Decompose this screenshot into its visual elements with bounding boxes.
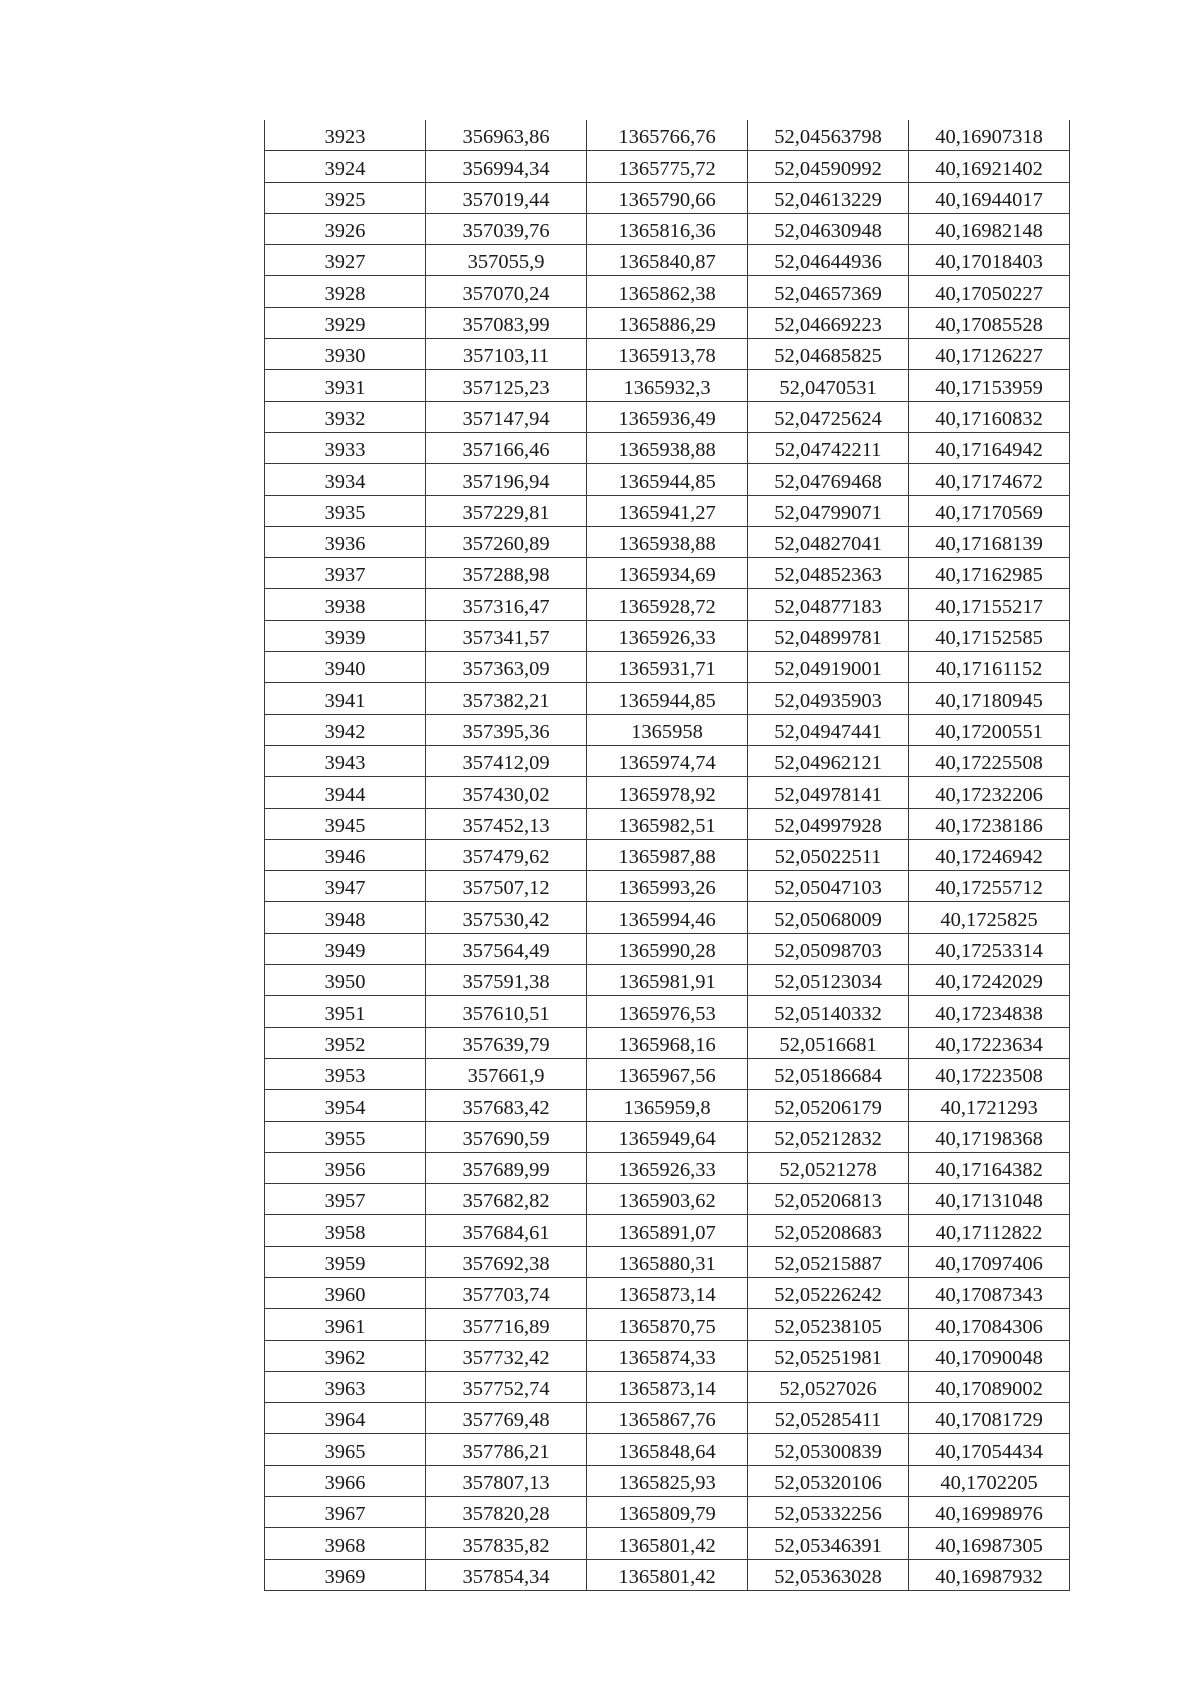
x-coordinate-cell: 357661,9: [426, 1058, 587, 1089]
latitude-cell: 52,05320106: [748, 1465, 909, 1496]
longitude-cell: 40,17200551: [909, 714, 1070, 745]
table-row: [265, 370, 1070, 401]
longitude-cell: 40,17152585: [909, 620, 1070, 651]
point-number-cell: 3944: [265, 777, 426, 808]
y-coordinate-cell: 1365903,62: [587, 1184, 748, 1215]
longitude-cell: 40,17246942: [909, 839, 1070, 870]
table-row: [265, 1309, 1070, 1340]
coordinates-table: [264, 120, 1070, 1591]
point-number-cell: 3937: [265, 558, 426, 589]
y-coordinate-cell: 1365958: [587, 714, 748, 745]
y-coordinate-cell: 1365944,85: [587, 683, 748, 714]
table-row: [265, 620, 1070, 651]
latitude-cell: 52,04590992: [748, 151, 909, 182]
longitude-cell: 40,17170569: [909, 495, 1070, 526]
x-coordinate-cell: 357363,09: [426, 652, 587, 683]
table-row: [265, 401, 1070, 432]
x-coordinate-cell: 357341,57: [426, 620, 587, 651]
latitude-cell: 52,05363028: [748, 1559, 909, 1590]
latitude-cell: 52,04852363: [748, 558, 909, 589]
latitude-cell: 52,04657369: [748, 276, 909, 307]
x-coordinate-cell: 357055,9: [426, 245, 587, 276]
y-coordinate-cell: 1365886,29: [587, 307, 748, 338]
point-number-cell: 3956: [265, 1152, 426, 1183]
point-number-cell: 3962: [265, 1340, 426, 1371]
table-row: [265, 151, 1070, 182]
table-row: [265, 1090, 1070, 1121]
latitude-cell: 52,05206179: [748, 1090, 909, 1121]
table-row: [265, 902, 1070, 933]
latitude-cell: 52,05206813: [748, 1184, 909, 1215]
point-number-cell: 3959: [265, 1246, 426, 1277]
y-coordinate-cell: 1365934,69: [587, 558, 748, 589]
point-number-cell: 3931: [265, 370, 426, 401]
x-coordinate-cell: 357019,44: [426, 182, 587, 213]
longitude-cell: 40,17089002: [909, 1371, 1070, 1402]
y-coordinate-cell: 1365938,88: [587, 526, 748, 557]
x-coordinate-cell: 357166,46: [426, 432, 587, 463]
longitude-cell: 40,17234838: [909, 996, 1070, 1027]
longitude-cell: 40,17238186: [909, 808, 1070, 839]
table-row: [265, 1121, 1070, 1152]
longitude-cell: 40,17223634: [909, 1027, 1070, 1058]
y-coordinate-cell: 1365891,07: [587, 1215, 748, 1246]
longitude-cell: 40,17255712: [909, 871, 1070, 902]
y-coordinate-cell: 1365809,79: [587, 1497, 748, 1528]
longitude-cell: 40,1725825: [909, 902, 1070, 933]
x-coordinate-cell: 357683,42: [426, 1090, 587, 1121]
table-row: [265, 495, 1070, 526]
x-coordinate-cell: 357316,47: [426, 589, 587, 620]
table-row: [265, 213, 1070, 244]
x-coordinate-cell: 357682,82: [426, 1184, 587, 1215]
x-coordinate-cell: 357703,74: [426, 1277, 587, 1308]
y-coordinate-cell: 1365932,3: [587, 370, 748, 401]
point-number-cell: 3951: [265, 996, 426, 1027]
table-row: [265, 1559, 1070, 1590]
x-coordinate-cell: 357395,36: [426, 714, 587, 745]
y-coordinate-cell: 1365913,78: [587, 339, 748, 370]
table-row: [265, 464, 1070, 495]
y-coordinate-cell: 1365862,38: [587, 276, 748, 307]
y-coordinate-cell: 1365790,66: [587, 182, 748, 213]
y-coordinate-cell: 1365867,76: [587, 1403, 748, 1434]
point-number-cell: 3934: [265, 464, 426, 495]
y-coordinate-cell: 1365994,46: [587, 902, 748, 933]
x-coordinate-cell: 357716,89: [426, 1309, 587, 1340]
table-row: [265, 1058, 1070, 1089]
latitude-cell: 52,05212832: [748, 1121, 909, 1152]
point-number-cell: 3960: [265, 1277, 426, 1308]
x-coordinate-cell: 357854,34: [426, 1559, 587, 1590]
y-coordinate-cell: 1365968,16: [587, 1027, 748, 1058]
longitude-cell: 40,16944017: [909, 182, 1070, 213]
y-coordinate-cell: 1365801,42: [587, 1528, 748, 1559]
y-coordinate-cell: 1365825,93: [587, 1465, 748, 1496]
point-number-cell: 3946: [265, 839, 426, 870]
point-number-cell: 3929: [265, 307, 426, 338]
y-coordinate-cell: 1365993,26: [587, 871, 748, 902]
latitude-cell: 52,04877183: [748, 589, 909, 620]
longitude-cell: 40,17180945: [909, 683, 1070, 714]
point-number-cell: 3949: [265, 933, 426, 964]
x-coordinate-cell: 357125,23: [426, 370, 587, 401]
table-row: [265, 339, 1070, 370]
table-row: [265, 652, 1070, 683]
point-number-cell: 3933: [265, 432, 426, 463]
longitude-cell: 40,17225508: [909, 745, 1070, 776]
x-coordinate-cell: 357690,59: [426, 1121, 587, 1152]
y-coordinate-cell: 1365926,33: [587, 1152, 748, 1183]
y-coordinate-cell: 1365926,33: [587, 620, 748, 651]
x-coordinate-cell: 357530,42: [426, 902, 587, 933]
latitude-cell: 52,04827041: [748, 526, 909, 557]
coordinates-table-body: [265, 120, 1070, 1590]
point-number-cell: 3932: [265, 401, 426, 432]
table-row: [265, 526, 1070, 557]
latitude-cell: 52,05047103: [748, 871, 909, 902]
longitude-cell: 40,17198368: [909, 1121, 1070, 1152]
latitude-cell: 52,04947441: [748, 714, 909, 745]
table-row: [265, 1403, 1070, 1434]
y-coordinate-cell: 1365990,28: [587, 933, 748, 964]
y-coordinate-cell: 1365978,92: [587, 777, 748, 808]
point-number-cell: 3969: [265, 1559, 426, 1590]
table-row: [265, 1246, 1070, 1277]
point-number-cell: 3958: [265, 1215, 426, 1246]
y-coordinate-cell: 1365941,27: [587, 495, 748, 526]
latitude-cell: 52,0521278: [748, 1152, 909, 1183]
y-coordinate-cell: 1365775,72: [587, 151, 748, 182]
latitude-cell: 52,05300839: [748, 1434, 909, 1465]
x-coordinate-cell: 357507,12: [426, 871, 587, 902]
longitude-cell: 40,17112822: [909, 1215, 1070, 1246]
latitude-cell: 52,04563798: [748, 120, 909, 151]
point-number-cell: 3961: [265, 1309, 426, 1340]
point-number-cell: 3954: [265, 1090, 426, 1121]
x-coordinate-cell: 357820,28: [426, 1497, 587, 1528]
table-row: [265, 996, 1070, 1027]
latitude-cell: 52,0470531: [748, 370, 909, 401]
x-coordinate-cell: 357692,38: [426, 1246, 587, 1277]
latitude-cell: 52,05022511: [748, 839, 909, 870]
table-row: [265, 1184, 1070, 1215]
y-coordinate-cell: 1365949,64: [587, 1121, 748, 1152]
latitude-cell: 52,05186684: [748, 1058, 909, 1089]
x-coordinate-cell: 357430,02: [426, 777, 587, 808]
longitude-cell: 40,17131048: [909, 1184, 1070, 1215]
y-coordinate-cell: 1365944,85: [587, 464, 748, 495]
y-coordinate-cell: 1365880,31: [587, 1246, 748, 1277]
y-coordinate-cell: 1365936,49: [587, 401, 748, 432]
latitude-cell: 52,04769468: [748, 464, 909, 495]
longitude-cell: 40,17164382: [909, 1152, 1070, 1183]
x-coordinate-cell: 357732,42: [426, 1340, 587, 1371]
point-number-cell: 3963: [265, 1371, 426, 1402]
latitude-cell: 52,05140332: [748, 996, 909, 1027]
longitude-cell: 40,17253314: [909, 933, 1070, 964]
point-number-cell: 3955: [265, 1121, 426, 1152]
x-coordinate-cell: 357412,09: [426, 745, 587, 776]
latitude-cell: 52,0516681: [748, 1027, 909, 1058]
point-number-cell: 3923: [265, 120, 426, 151]
table-row: [265, 276, 1070, 307]
y-coordinate-cell: 1365959,8: [587, 1090, 748, 1121]
x-coordinate-cell: 357610,51: [426, 996, 587, 1027]
y-coordinate-cell: 1365874,33: [587, 1340, 748, 1371]
x-coordinate-cell: 357039,76: [426, 213, 587, 244]
point-number-cell: 3938: [265, 589, 426, 620]
latitude-cell: 52,05346391: [748, 1528, 909, 1559]
table-row: [265, 683, 1070, 714]
x-coordinate-cell: 357288,98: [426, 558, 587, 589]
point-number-cell: 3945: [265, 808, 426, 839]
table-row: [265, 871, 1070, 902]
point-number-cell: 3966: [265, 1465, 426, 1496]
latitude-cell: 52,04799071: [748, 495, 909, 526]
longitude-cell: 40,1721293: [909, 1090, 1070, 1121]
longitude-cell: 40,17174672: [909, 464, 1070, 495]
latitude-cell: 52,05215887: [748, 1246, 909, 1277]
point-number-cell: 3927: [265, 245, 426, 276]
table-row: [265, 1497, 1070, 1528]
latitude-cell: 52,04725624: [748, 401, 909, 432]
table-row: [265, 965, 1070, 996]
table-row: [265, 432, 1070, 463]
x-coordinate-cell: 357835,82: [426, 1528, 587, 1559]
latitude-cell: 52,0527026: [748, 1371, 909, 1402]
latitude-cell: 52,05332256: [748, 1497, 909, 1528]
x-coordinate-cell: 357689,99: [426, 1152, 587, 1183]
x-coordinate-cell: 357083,99: [426, 307, 587, 338]
table-row: [265, 714, 1070, 745]
table-row: [265, 1152, 1070, 1183]
longitude-cell: 40,17084306: [909, 1309, 1070, 1340]
y-coordinate-cell: 1365840,87: [587, 245, 748, 276]
table-row: [265, 182, 1070, 213]
x-coordinate-cell: 357479,62: [426, 839, 587, 870]
table-row: [265, 245, 1070, 276]
table-row: [265, 1371, 1070, 1402]
table-row: [265, 1277, 1070, 1308]
table-row: [265, 120, 1070, 151]
latitude-cell: 52,04962121: [748, 745, 909, 776]
y-coordinate-cell: 1365848,64: [587, 1434, 748, 1465]
latitude-cell: 52,04899781: [748, 620, 909, 651]
latitude-cell: 52,04997928: [748, 808, 909, 839]
longitude-cell: 40,1702205: [909, 1465, 1070, 1496]
x-coordinate-cell: 357786,21: [426, 1434, 587, 1465]
x-coordinate-cell: 357752,74: [426, 1371, 587, 1402]
longitude-cell: 40,17087343: [909, 1277, 1070, 1308]
table-row: [265, 1528, 1070, 1559]
longitude-cell: 40,17081729: [909, 1403, 1070, 1434]
y-coordinate-cell: 1365801,42: [587, 1559, 748, 1590]
table-row: [265, 839, 1070, 870]
point-number-cell: 3935: [265, 495, 426, 526]
longitude-cell: 40,17085528: [909, 307, 1070, 338]
point-number-cell: 3950: [265, 965, 426, 996]
y-coordinate-cell: 1365870,75: [587, 1309, 748, 1340]
y-coordinate-cell: 1365931,71: [587, 652, 748, 683]
x-coordinate-cell: 357452,13: [426, 808, 587, 839]
longitude-cell: 40,17223508: [909, 1058, 1070, 1089]
point-number-cell: 3952: [265, 1027, 426, 1058]
x-coordinate-cell: 357639,79: [426, 1027, 587, 1058]
y-coordinate-cell: 1365974,74: [587, 745, 748, 776]
latitude-cell: 52,05251981: [748, 1340, 909, 1371]
x-coordinate-cell: 357684,61: [426, 1215, 587, 1246]
table-row: [265, 307, 1070, 338]
y-coordinate-cell: 1365976,53: [587, 996, 748, 1027]
point-number-cell: 3968: [265, 1528, 426, 1559]
x-coordinate-cell: 357382,21: [426, 683, 587, 714]
point-number-cell: 3926: [265, 213, 426, 244]
y-coordinate-cell: 1365928,72: [587, 589, 748, 620]
point-number-cell: 3948: [265, 902, 426, 933]
x-coordinate-cell: 357564,49: [426, 933, 587, 964]
y-coordinate-cell: 1365873,14: [587, 1277, 748, 1308]
latitude-cell: 52,04685825: [748, 339, 909, 370]
table-row: [265, 589, 1070, 620]
x-coordinate-cell: 356994,34: [426, 151, 587, 182]
table-row: [265, 1434, 1070, 1465]
longitude-cell: 40,17126227: [909, 339, 1070, 370]
point-number-cell: 3930: [265, 339, 426, 370]
latitude-cell: 52,04978141: [748, 777, 909, 808]
point-number-cell: 3967: [265, 1497, 426, 1528]
point-number-cell: 3947: [265, 871, 426, 902]
latitude-cell: 52,04919001: [748, 652, 909, 683]
point-number-cell: 3943: [265, 745, 426, 776]
longitude-cell: 40,17161152: [909, 652, 1070, 683]
longitude-cell: 40,17054434: [909, 1434, 1070, 1465]
longitude-cell: 40,16998976: [909, 1497, 1070, 1528]
latitude-cell: 52,04644936: [748, 245, 909, 276]
point-number-cell: 3953: [265, 1058, 426, 1089]
x-coordinate-cell: 357807,13: [426, 1465, 587, 1496]
longitude-cell: 40,17018403: [909, 245, 1070, 276]
table-row: [265, 1215, 1070, 1246]
x-coordinate-cell: 357103,11: [426, 339, 587, 370]
point-number-cell: 3942: [265, 714, 426, 745]
latitude-cell: 52,05208683: [748, 1215, 909, 1246]
y-coordinate-cell: 1365981,91: [587, 965, 748, 996]
longitude-cell: 40,16987932: [909, 1559, 1070, 1590]
y-coordinate-cell: 1365938,88: [587, 432, 748, 463]
latitude-cell: 52,04630948: [748, 213, 909, 244]
x-coordinate-cell: 357591,38: [426, 965, 587, 996]
latitude-cell: 52,04613229: [748, 182, 909, 213]
longitude-cell: 40,17160832: [909, 401, 1070, 432]
longitude-cell: 40,17097406: [909, 1246, 1070, 1277]
point-number-cell: 3941: [265, 683, 426, 714]
longitude-cell: 40,16921402: [909, 151, 1070, 182]
latitude-cell: 52,04669223: [748, 307, 909, 338]
longitude-cell: 40,17164942: [909, 432, 1070, 463]
longitude-cell: 40,17090048: [909, 1340, 1070, 1371]
longitude-cell: 40,17232206: [909, 777, 1070, 808]
point-number-cell: 3957: [265, 1184, 426, 1215]
longitude-cell: 40,17168139: [909, 526, 1070, 557]
latitude-cell: 52,04935903: [748, 683, 909, 714]
latitude-cell: 52,04742211: [748, 432, 909, 463]
table-row: [265, 933, 1070, 964]
table-row: [265, 1027, 1070, 1058]
point-number-cell: 3925: [265, 182, 426, 213]
latitude-cell: 52,05226242: [748, 1277, 909, 1308]
longitude-cell: 40,16982148: [909, 213, 1070, 244]
latitude-cell: 52,05098703: [748, 933, 909, 964]
longitude-cell: 40,16987305: [909, 1528, 1070, 1559]
latitude-cell: 52,05068009: [748, 902, 909, 933]
longitude-cell: 40,17162985: [909, 558, 1070, 589]
table-row: [265, 1465, 1070, 1496]
point-number-cell: 3964: [265, 1403, 426, 1434]
x-coordinate-cell: 357260,89: [426, 526, 587, 557]
latitude-cell: 52,05285411: [748, 1403, 909, 1434]
longitude-cell: 40,17242029: [909, 965, 1070, 996]
x-coordinate-cell: 357229,81: [426, 495, 587, 526]
point-number-cell: 3936: [265, 526, 426, 557]
point-number-cell: 3928: [265, 276, 426, 307]
point-number-cell: 3965: [265, 1434, 426, 1465]
latitude-cell: 52,05123034: [748, 965, 909, 996]
table-row: [265, 558, 1070, 589]
y-coordinate-cell: 1365816,36: [587, 213, 748, 244]
longitude-cell: 40,17050227: [909, 276, 1070, 307]
latitude-cell: 52,05238105: [748, 1309, 909, 1340]
point-number-cell: 3924: [265, 151, 426, 182]
longitude-cell: 40,16907318: [909, 120, 1070, 151]
x-coordinate-cell: 357196,94: [426, 464, 587, 495]
point-number-cell: 3940: [265, 652, 426, 683]
table-row: [265, 1340, 1070, 1371]
y-coordinate-cell: 1365766,76: [587, 120, 748, 151]
table-row: [265, 777, 1070, 808]
table-row: [265, 745, 1070, 776]
x-coordinate-cell: 357769,48: [426, 1403, 587, 1434]
longitude-cell: 40,17153959: [909, 370, 1070, 401]
y-coordinate-cell: 1365987,88: [587, 839, 748, 870]
y-coordinate-cell: 1365873,14: [587, 1371, 748, 1402]
x-coordinate-cell: 356963,86: [426, 120, 587, 151]
x-coordinate-cell: 357147,94: [426, 401, 587, 432]
y-coordinate-cell: 1365967,56: [587, 1058, 748, 1089]
y-coordinate-cell: 1365982,51: [587, 808, 748, 839]
point-number-cell: 3939: [265, 620, 426, 651]
table-row: [265, 808, 1070, 839]
x-coordinate-cell: 357070,24: [426, 276, 587, 307]
longitude-cell: 40,17155217: [909, 589, 1070, 620]
